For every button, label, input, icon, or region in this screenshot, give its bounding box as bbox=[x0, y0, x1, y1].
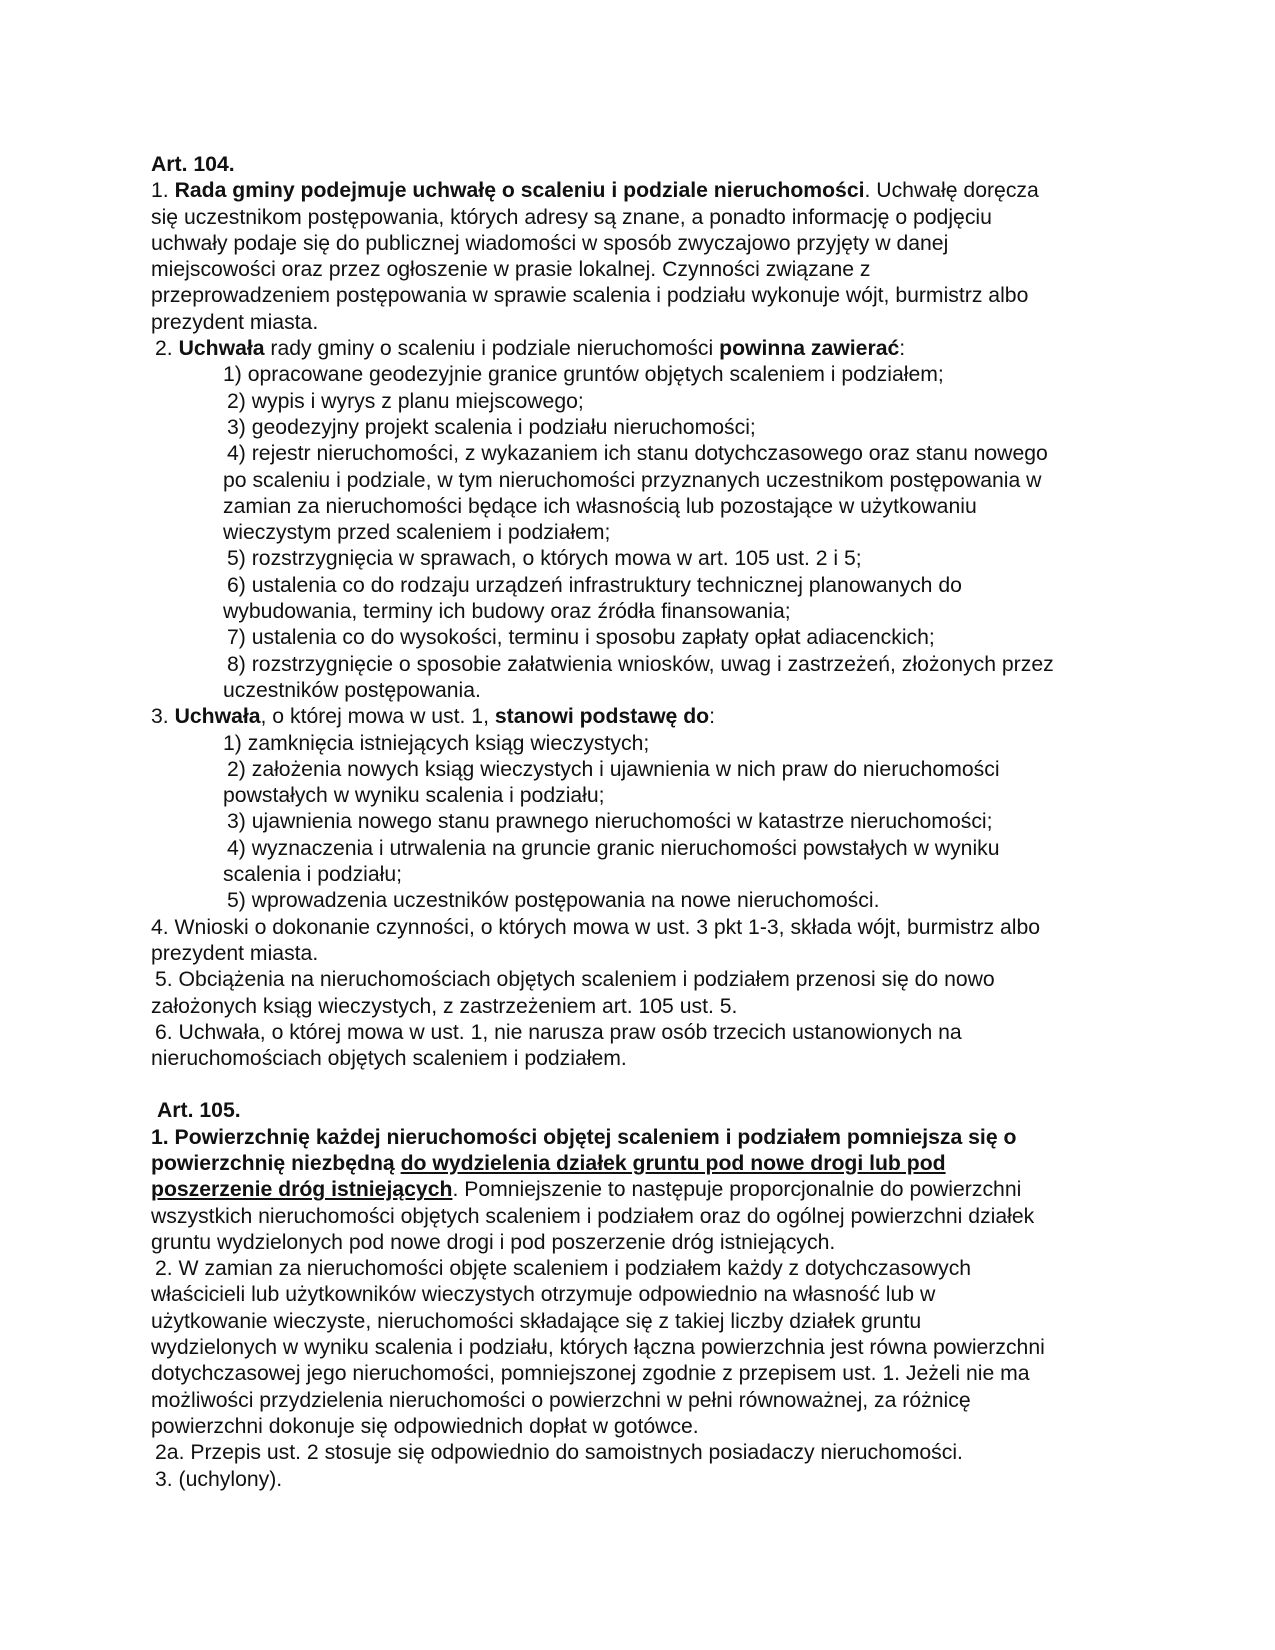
art-105-paragraph-1: 1. Powierzchnię każdej nieruchomości objętej scaleniem i podziałem pomniejsza się o powierzchnię niezbędną do wydzielenia działek gruntu pod nowe drogi lub pod poszerzenie dróg istniejących. Pomniejszenie to następuje proporcjonalnie do powierzchni wszystkich nieruchomości objętych scaleniem i podziałem oraz do ogólnej powierzchni działek gruntu wydzielonych pod nowe drogi i pod poszerzenie dróg istniejących. bbox=[151, 1125, 1141, 1256]
list-item: po scaleniu i podziale, w tym nieruchomości przyznanych uczestnikom postępowania w bbox=[223, 468, 1042, 492]
art-104-paragraph-6 bbox=[151, 1020, 1141, 1073]
art-104-paragraph-4 bbox=[151, 915, 1141, 968]
text-line: prezydent miasta. bbox=[151, 310, 319, 334]
text-line: nieruchomościach objętych scaleniem i podziałem. bbox=[151, 1047, 627, 1071]
text-line: prezydent miasta. bbox=[151, 941, 319, 965]
list-item: 1) zamknięcia istniejących ksiąg wieczystych; bbox=[223, 731, 650, 755]
text-line: wydzielonych w wyniku scalenia i podziału, których łączna powierzchnia jest równa powierzchni bbox=[151, 1336, 1045, 1360]
text-line: 5. Obciążenia na nieruchomościach objętych scaleniem i podziałem przenosi się do nowo bbox=[155, 968, 995, 992]
text-line: użytkowanie wieczyste, nieruchomości składające się z takiej liczby działek gruntu bbox=[151, 1309, 922, 1333]
list-item: 5) rozstrzygnięcia w sprawach, o których mowa w art. 105 ust. 2 i 5; bbox=[227, 547, 862, 571]
document-page bbox=[151, 152, 1141, 1493]
list-item: 5) wprowadzenia uczestników postępowania na nowe nieruchomości. bbox=[227, 889, 880, 913]
art-105-paragraph-3: 3. (uchylony). bbox=[155, 1467, 283, 1491]
art-104-paragraph-5 bbox=[151, 967, 1141, 1020]
list-item: 6) ustalenia co do rodzaju urządzeń infrastruktury technicznej planowanych do bbox=[227, 573, 962, 597]
list-item: 4) rejestr nieruchomości, z wykazaniem ich stanu dotychczasowego oraz stanu nowego bbox=[227, 442, 1048, 466]
text-line: gruntu wydzielonych pod nowe drogi i pod poszerzenie dróg istniejących. bbox=[151, 1230, 836, 1254]
text-line: się uczestnikom postępowania, których adresy są znane, a ponadto informację o podjęciu bbox=[151, 205, 992, 229]
list-item: 8) rozstrzygnięcie o sposobie załatwienia wniosków, uwag i zastrzeżeń, złożonych przez bbox=[227, 652, 1054, 676]
text-line: uchwały podaje się do publicznej wiadomości w sposób zwyczajowo przyjęty w danej bbox=[151, 231, 949, 255]
list-item: 3) geodezyjny projekt scalenia i podziału nieruchomości; bbox=[227, 415, 756, 439]
section-spacer bbox=[151, 1072, 1141, 1098]
text-line: właścicieli lub użytkowników wieczystych otrzymuje odpowiednio na własność lub w bbox=[151, 1283, 936, 1307]
list-item: powstałych w wyniku scalenia i podziału; bbox=[223, 784, 605, 808]
text-line: dotychczasowej jego nieruchomości, pomniejszonej zgodnie z przepisem ust. 1. Jeżeli nie ma bbox=[151, 1362, 1030, 1386]
art-105-paragraph-2 bbox=[151, 1256, 1141, 1440]
art-105-paragraph-2a: 2a. Przepis ust. 2 stosuje się odpowiednio do samoistnych posiadaczy nieruchomości. bbox=[155, 1441, 963, 1465]
art-104-paragraph-2: 2. Uchwała rady gminy o scaleniu i podziale nieruchomości powinna zawierać: 1) opracowane geodezyjnie granice gruntów objętych scaleniem i podziałem; 2) wypis i wyrys z planu miejscowego; 3) geodezyjny projekt scalenia i podziału nieruchomości; 4) rejestr nieruchomości, z wykazaniem ich stanu dotychczasowego oraz stanu nowego po scaleniu i podziale, w tym nieruchomości przyznanych uczestnikom postępowania w zamian za nieruchomości będące ich własnością lub pozostające w użytkowaniu wieczystym przed scaleniem i podziałem; 5) rozstrzygnięcia w sprawach, o których mowa w art. 105 ust. 2 i 5; 6) ustalenia co do rodzaju urządzeń infrastruktury technicznej planowanych do wybudowania, terminy ich budowy oraz źródła finansowania; 7) ustalenia co do wysokości, terminu i sposobu zapłaty opłat adiacenckich; 8) rozstrzygnięcie o sposobie załatwienia wniosków, uwag i zastrzeżeń, złożonych przez uczestników postępowania. bbox=[151, 336, 1141, 704]
text-line: miejscowości oraz przez ogłoszenie w prasie lokalnej. Czynności związane z bbox=[151, 258, 871, 282]
list-item: 7) ustalenia co do wysokości, terminu i sposobu zapłaty opłat adiacenckich; bbox=[227, 626, 935, 650]
list-item: 1) opracowane geodezyjnie granice gruntów objętych scaleniem i podziałem; bbox=[223, 363, 944, 387]
list-item: zamian za nieruchomości będące ich własnością lub pozostające w użytkowaniu bbox=[223, 494, 977, 518]
list-item: 3) ujawnienia nowego stanu prawnego nieruchomości w katastrze nieruchomości; bbox=[227, 810, 993, 834]
art-105-heading: Art. 105. bbox=[157, 1099, 241, 1123]
text-line: wszystkich nieruchomości objętych scaleniem i podziałem oraz do ogólnej powierzchni działek bbox=[151, 1204, 1035, 1228]
art-104-paragraph-3: 3. Uchwała, o której mowa w ust. 1, stanowi podstawę do: 1) zamknięcia istniejących ksiąg wieczystych; 2) założenia nowych ksiąg wieczystych i ujawnienia w nich praw do nieruchomości powstałych w wyniku scalenia i podziału; 3) ujawnienia nowego stanu prawnego nieruchomości w katastrze nieruchomości; 4) wyznaczenia i utrwalenia na gruncie granic nieruchomości powstałych w wyniku scalenia i podziału; 5) wprowadzenia uczestników postępowania na nowe nieruchomości. bbox=[151, 704, 1141, 914]
list-item: 2) założenia nowych ksiąg wieczystych i ujawnienia w nich praw do nieruchomości bbox=[227, 757, 1000, 781]
art-104-heading: Art. 104. bbox=[151, 153, 235, 176]
text-line: założonych ksiąg wieczystych, z zastrzeżeniem art. 105 ust. 5. bbox=[151, 994, 738, 1018]
list-item: 4) wyznaczenia i utrwalenia na gruncie granic nieruchomości powstałych w wyniku bbox=[227, 836, 1000, 860]
text-line: 6. Uchwała, o której mowa w ust. 1, nie narusza praw osób trzecich ustanowionych na bbox=[155, 1020, 962, 1044]
text-line: możliwości przydzielenia nieruchomości o powierzchni w pełni równoważnej, za różnicę bbox=[151, 1388, 971, 1412]
list-item: scalenia i podziału; bbox=[223, 863, 403, 887]
list-item: uczestników postępowania. bbox=[223, 678, 481, 702]
list-item: 2) wypis i wyrys z planu miejscowego; bbox=[227, 389, 584, 413]
list-item: wybudowania, terminy ich budowy oraz źródła finansowania; bbox=[223, 600, 791, 624]
art-104-paragraph-1: 1. Rada gminy podejmuje uchwałę o scaleniu i podziale nieruchomości. Uchwałę doręcza się uczestnikom postępowania, których adresy są znane, a ponadto informację o podjęciu uchwały podaje się do publicznej wiadomości w sposób zwyczajowo przyjęty w danej miejscowości oraz przez ogłoszenie w prasie lokalnej. Czynności związane z przeprowadzeniem postępowania w sprawie scalenia i podziału wykonuje wójt, burmistrz albo prezydent miasta. bbox=[151, 178, 1141, 336]
text-line: 4. Wnioski o dokonanie czynności, o których mowa w ust. 3 pkt 1-3, składa wójt, burmistrz albo bbox=[151, 915, 1041, 939]
text-line: 2. W zamian za nieruchomości objęte scaleniem i podziałem każdy z dotychczasowych bbox=[155, 1257, 972, 1281]
list-item: wieczystym przed scaleniem i podziałem; bbox=[223, 521, 611, 545]
text-line: powierzchni dokonuje się odpowiednich dopłat w gotówce. bbox=[151, 1414, 699, 1438]
text-line: przeprowadzeniem postępowania w sprawie scalenia i podziału wykonuje wójt, burmistrz albo bbox=[151, 284, 1029, 308]
